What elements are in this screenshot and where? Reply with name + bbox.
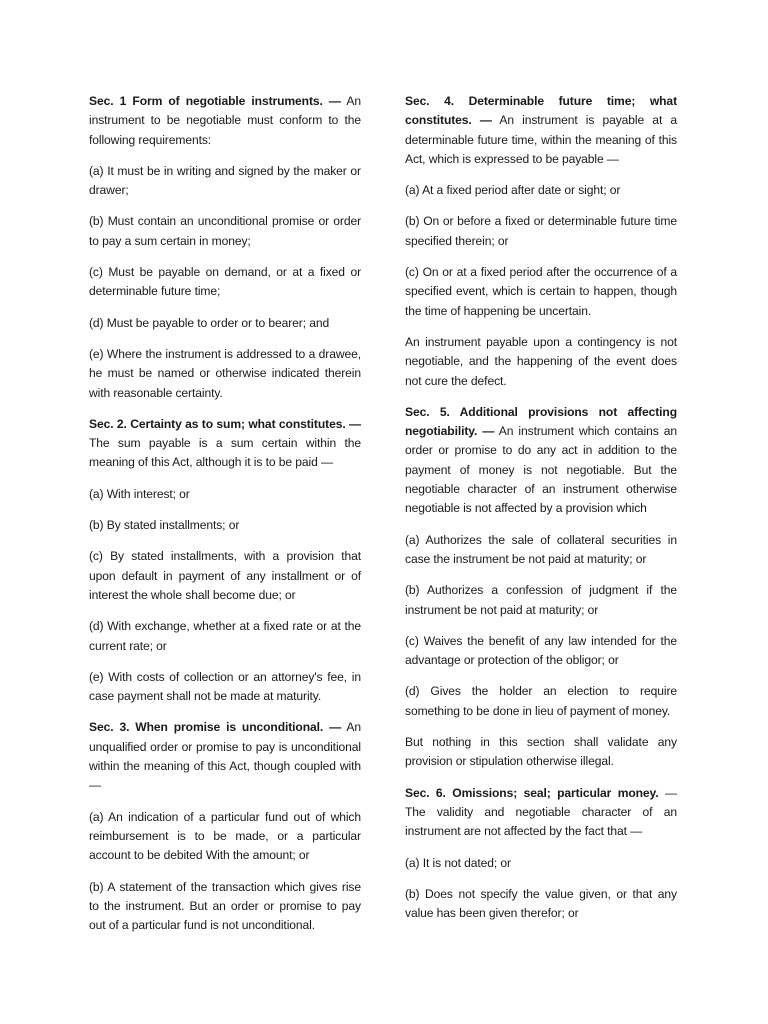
section-4-item-b: (b) On or before a fixed or determinable future time specified therein; or	[405, 214, 677, 248]
section-4-item-a: (a) At a fixed period after date or sight; or	[405, 183, 621, 198]
section-3-item-a: (a) An indication of a particular fund out of which reimbursement is to be made, or a particular account to be debited With the amount; or	[89, 809, 361, 863]
section-6	[405, 784, 677, 924]
section-3-item-b: (b) A statement of the transaction which gives rise to the instrument. But an order or promise to pay out of a particular fund is not unconditional.	[89, 879, 361, 933]
section-2-item-b: (b) By stated installments; or	[89, 518, 240, 533]
section-1-intro: Sec. 1 Form of negotiable instruments. — An instrument to be negotiable must conform to the following requirements:	[89, 94, 361, 147]
right-column	[405, 92, 677, 935]
section-1-item-d: (d) Must be payable to order or to bearer; and	[89, 315, 330, 330]
section-5-item-b: (b) Authorizes a confession of judgment if the instrument be not paid at maturity; or	[405, 583, 677, 617]
section-4-heading: Sec. 4. Determinable future time; what constitutes. —	[405, 94, 677, 128]
section-1-item-b: (b) Must contain an unconditional promise or order to pay a sum certain in money;	[89, 214, 361, 248]
section-2	[89, 415, 361, 707]
section-2-item-c: (c) By stated installments, with a provision that upon default in payment of any installment or of interest the whole shall become due; or	[89, 549, 361, 602]
section-6-item-a: (a) It is not dated; or	[405, 855, 511, 870]
section-1-heading: Sec. 1 Form of negotiable instruments. —	[89, 94, 341, 108]
section-1	[89, 92, 361, 403]
section-1-item-a: (a) It must be in writing and signed by the maker or drawer;	[89, 163, 361, 198]
section-1-item-e: (e) Where the instrument is addressed to a drawee, he must be named or otherwise indicated therein with reasonable certainty.	[89, 346, 361, 400]
section-4	[405, 92, 677, 391]
section-1-item-c: (c) Must be payable on demand, or at a fixed or determinable future time;	[89, 265, 361, 299]
section-6-intro: Sec. 6. Omissions; seal; particular money. — The validity and negotiable character of an instrument are not affected by the fact that —	[405, 785, 677, 839]
section-4-intro: Sec. 4. Determinable future time; what constitutes. — An instrument is payable at a determinable future time, within the meaning of this Act, which is expressed to be payable —	[405, 94, 678, 166]
section-5-item-c: (c) Waives the benefit of any law intended for the advantage or protection of the obligor; or	[405, 633, 677, 668]
section-5-item-a: (a) Authorizes the sale of collateral securities in case the instrument be not paid at maturity; or	[405, 532, 677, 566]
section-5	[405, 403, 677, 772]
section-2-intro: Sec. 2. Certainty as to sum; what constitutes. — The sum payable is a sum certain within the meaning of this Act, although it is to be paid —	[89, 416, 361, 470]
section-5-item-d: (d) Gives the holder an election to require something to be done in lieu of payment of money.	[405, 684, 677, 718]
section-2-item-d: (d) With exchange, whether at a fixed rate or at the current rate; or	[89, 619, 361, 653]
section-4-closing: An instrument payable upon a contingency is not negotiable, and the happening of the event does not cure the defect.	[405, 334, 677, 388]
section-6-heading: Sec. 6. Omissions; seal; particular money.	[405, 785, 659, 800]
section-2-item-e: (e) With costs of collection or an attorney's fee, in case payment shall not be made at maturity.	[89, 669, 361, 704]
section-5-closing: But nothing in this section shall validate any provision or stipulation otherwise illegal.	[405, 735, 677, 769]
section-2-item-a: (a) With interest; or	[89, 486, 190, 501]
section-5-heading: Sec. 5. Additional provisions not affecting negotiability. —	[405, 404, 677, 439]
section-3-intro: Sec. 3. When promise is unconditional. — An unqualified order or promise to pay is unconditional within the meaning of this Act, though coupled with —	[89, 720, 361, 793]
left-column	[89, 92, 361, 947]
section-3	[89, 718, 361, 935]
section-4-item-c: (c) On or at a fixed period after the occurrence of a specified event, which is certain to happen, though the time of happening be uncertain.	[405, 265, 677, 318]
section-6-item-b: (b) Does not specify the value given, or that any value has been given therefor; or	[405, 886, 677, 921]
section-5-intro: Sec. 5. Additional provisions not affecting negotiability. — An instrument which contains an order or promise to do any act in addition to the payment of money is not negotiable. But the negotiable character of an instrument otherwise negotiable is not affected by a provision which	[405, 404, 677, 516]
section-2-heading: Sec. 2. Certainty as to sum; what constitutes. —	[89, 416, 361, 431]
section-3-heading: Sec. 3. When promise is unconditional. —	[89, 720, 342, 735]
